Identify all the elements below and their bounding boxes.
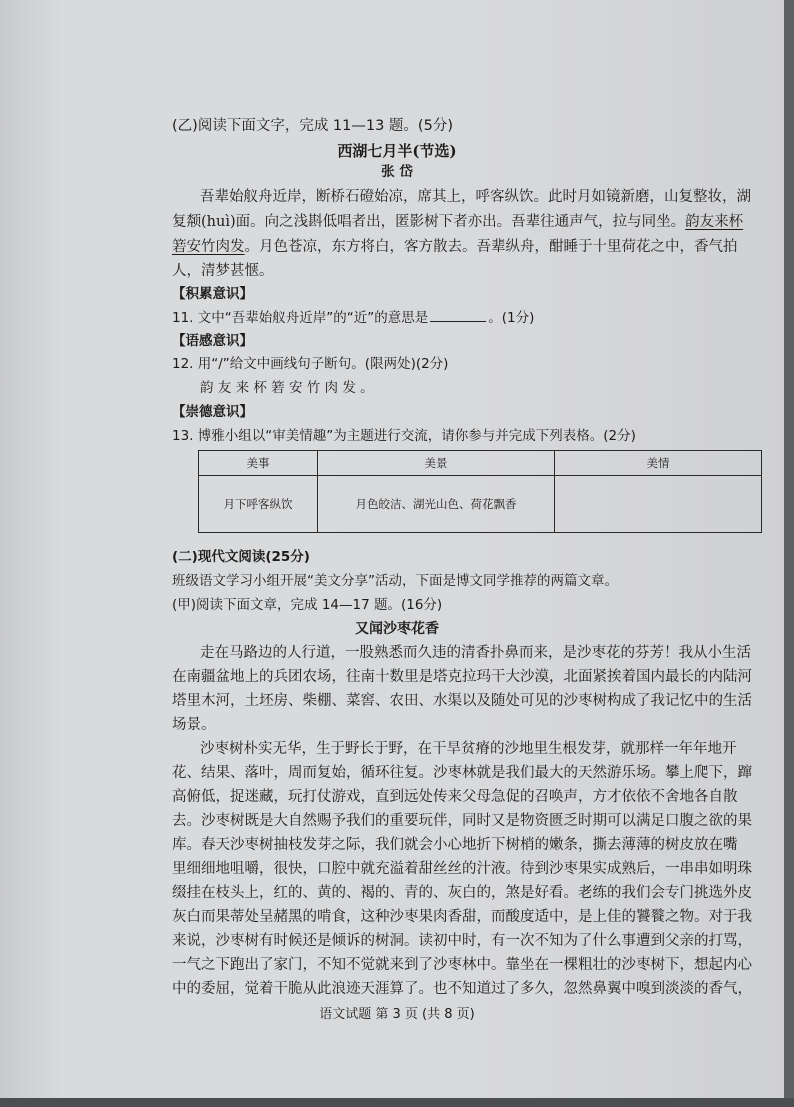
poem-title: 西湖七月半(节选) [337,142,457,160]
essay-title: 又闻沙枣花香 [355,621,439,637]
classical-line [172,212,743,232]
underlined-sentence: 箬安竹肉发 [172,239,245,255]
question-11-text: 11. 文中“吾辈始舣舟近岸”的“近”的意思是 [172,310,429,326]
poem-author: 张 岱 [381,164,413,180]
section-b-intro: (乙)阅读下面文字，完成 11—13 题。(5分) [172,118,453,134]
classical-line: 人，清梦甚惬。 [172,263,274,279]
essay-line: 走在马路边的人行道，一股熟悉而久违的清香扑鼻而来，是沙枣花的芬芳！我从小生活 [200,645,751,661]
section-a-intro: (甲)阅读下面文章，完成 14—17 题。(16分) [172,597,443,613]
essay-line: 花、结果、落叶，周而复始，循环往复。沙枣林就是我们最大的天然游乐场。攀上爬下，蹿 [172,765,752,781]
table-cell: 月下呼客纵饮 [199,476,318,533]
question-11 [172,307,534,328]
essay-line: 在南疆盆地上的兵团农场，往南十数里是塔克拉玛干大沙漠，北面紧挨着国内最长的内陆河 [172,669,752,685]
essay-line: 沙枣树朴实无华，生于野长于野，在干旱贫瘠的沙地里生根发芽，就那样一年年地开 [200,741,737,757]
question-12-sentence: 韵 友 来 杯 箬 安 竹 肉 发 。 [200,380,374,396]
tag-language-sense: 【语感意识】 [172,333,253,349]
answer-table [198,450,762,533]
table-header: 美情 [555,451,762,476]
essay-line: 去。沙枣树既是大自然赐予我们的重要玩伴，同时又是物资匮乏时期可以满足口腹之欲的果 [172,813,752,829]
page-footer: 语文试题 第 3 页 (共 8 页) [319,1007,475,1022]
essay-line: 里细细地咀嚼，很快，口腔中就充溢着甜丝丝的汁液。待到沙枣果实成熟后，一串串如明珠 [172,861,752,877]
essay-line: 一气之下跑出了家门，不知不觉就来到了沙枣林中。靠坐在一棵粗壮的沙枣树下，想起内心 [172,957,752,973]
essay-line: 高俯低，捉迷藏，玩打仗游戏，直到远处传来父母急促的召唤声，方才依依不舍地各自散 [172,789,738,805]
essay-line: 塔里木河，土坯房、柴棚、菜窖、农田、水渠以及随处可见的沙枣树构成了我记忆中的生活 [172,693,752,709]
essay-line: 场景。 [172,717,216,733]
essay-line: 缀挂在枝头上，红的、黄的、褐的、青的、灰白的，煞是好看。老练的我们会专门挑选外皮 [172,885,752,901]
section-2-intro: 班级语文学习小组开展“美文分享”活动，下面是博文同学推荐的两篇文章。 [172,573,618,589]
question-11-points: 。(1分) [488,310,535,326]
essay-line: 来说，沙枣树有时候还是倾诉的树洞。读初中时，有一次不知为了什么事遭到父亲的打骂， [172,933,752,949]
question-12: 12. 用“/”给文中画线句子断句。(限两处)(2分) [172,356,449,372]
essay-line: 中的委屈，觉着干脆从此浪迹天涯算了。也不知道过了多久，忽然鼻翼中嗅到淡淡的香气， [172,981,752,997]
tag-accumulation: 【积累意识】 [172,286,253,302]
tag-virtue: 【崇德意识】 [172,404,253,420]
table-header: 美景 [318,451,555,476]
table-cell-answer[interactable] [555,476,762,533]
classical-line [172,237,738,257]
classical-text: 。月色苍凉，东方将白，客方散去。吾辈纵舟，酣睡于十里荷花之中，香气拍 [244,239,738,255]
answer-blank[interactable] [430,307,486,322]
question-13: 13. 博雅小组以“审美情趣”为主题进行交流，请你参与并完成下列表格。(2分) [172,428,636,444]
table-cell: 月色皎洁、湖光山色、荷花飘香 [318,476,555,533]
scan-edge-bottom [0,1098,794,1107]
underlined-sentence: 韵友来杯 [685,214,744,230]
section-2-title: (二)现代文阅读(25分) [172,549,310,565]
essay-line: 库。春天沙枣树抽枝发芽之际，我们就会小心地折下树梢的嫩条，撕去薄薄的树皮放在嘴 [172,837,738,853]
classical-text: 复颒(huì)面。向之浅斟低唱者出，匿影树下者亦出。吾辈往通声气，拉与同坐。 [172,214,686,230]
classical-line: 吾辈始舣舟近岸，断桥石磴始凉，席其上，呼客纵饮。此时月如镜新磨，山复整妆，湖 [200,189,751,205]
table-header: 美事 [199,451,318,476]
essay-line: 灰白而果蒂处呈赭黑的啃食，这种沙枣果肉香甜，而酸度适中，是上佳的饕餮之物。对于我 [172,909,752,925]
